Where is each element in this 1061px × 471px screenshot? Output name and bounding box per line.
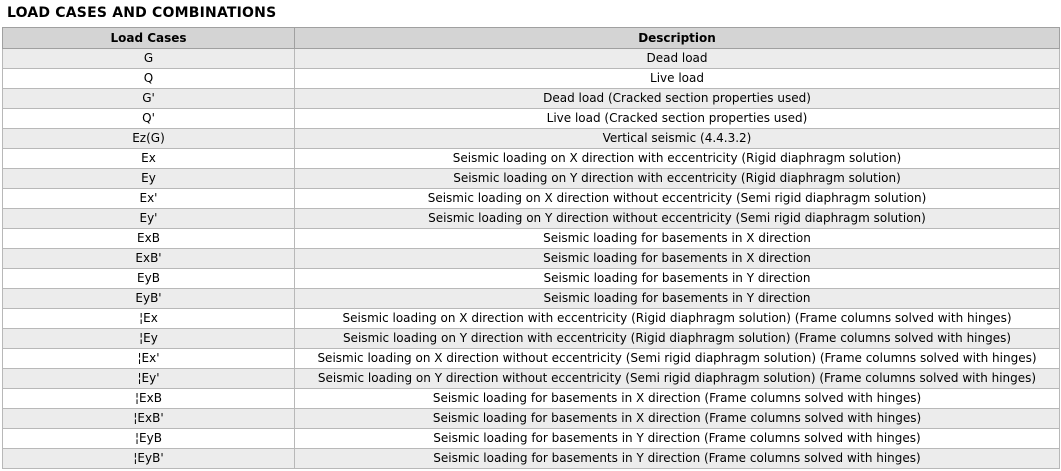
description-cell: Seismic loading on Y direction without eccentricity (Semi rigid diaphragm solution) (Frame columns solved with hinges) <box>295 369 1060 389</box>
description-cell: Seismic loading for basements in X direction (Frame columns solved with hinges) <box>295 389 1060 409</box>
description-cell: Seismic loading on Y direction with eccentricity (Rigid diaphragm solution) <box>295 169 1060 189</box>
table-row <box>3 369 1060 389</box>
load-case-cell: Ez(G) <box>3 129 295 149</box>
description-cell: Seismic loading on X direction with eccentricity (Rigid diaphragm solution) <box>295 149 1060 169</box>
load-case-cell: ¦Ey' <box>3 369 295 389</box>
load-case-cell: ¦ExB <box>3 389 295 409</box>
description-cell: Seismic loading on Y direction without eccentricity (Semi rigid diaphragm solution) <box>295 209 1060 229</box>
table-row <box>3 449 1060 469</box>
load-cases-table-container <box>2 27 1059 469</box>
table-row <box>3 129 1060 149</box>
load-case-cell: EyB <box>3 269 295 289</box>
load-case-cell: Ey' <box>3 209 295 229</box>
load-case-cell: ¦EyB' <box>3 449 295 469</box>
table-row <box>3 269 1060 289</box>
load-case-cell: ExB <box>3 229 295 249</box>
table-row <box>3 189 1060 209</box>
column-header-load-cases: Load Cases <box>3 28 295 49</box>
description-cell: Seismic loading for basements in Y direction (Frame columns solved with hinges) <box>295 429 1060 449</box>
table-row <box>3 149 1060 169</box>
table-row <box>3 69 1060 89</box>
load-case-cell: G' <box>3 89 295 109</box>
table-row <box>3 229 1060 249</box>
load-case-cell: Ey <box>3 169 295 189</box>
load-case-cell: ExB' <box>3 249 295 269</box>
load-case-cell: EyB' <box>3 289 295 309</box>
table-row <box>3 89 1060 109</box>
table-row <box>3 289 1060 309</box>
description-cell: Seismic loading for basements in X direction (Frame columns solved with hinges) <box>295 409 1060 429</box>
description-cell: Seismic loading for basements in Y direction <box>295 269 1060 289</box>
description-cell: Seismic loading for basements in X direction <box>295 229 1060 249</box>
load-case-cell: Ex <box>3 149 295 169</box>
table-row <box>3 249 1060 269</box>
load-case-cell: Q <box>3 69 295 89</box>
table-row <box>3 209 1060 229</box>
description-cell: Seismic loading on Y direction with eccentricity (Rigid diaphragm solution) (Frame columns solved with hinges) <box>295 329 1060 349</box>
description-cell: Dead load (Cracked section properties used) <box>295 89 1060 109</box>
load-case-cell: Ex' <box>3 189 295 209</box>
table-row <box>3 349 1060 369</box>
table-row <box>3 169 1060 189</box>
load-case-cell: ¦Ex <box>3 309 295 329</box>
load-case-cell: Q' <box>3 109 295 129</box>
load-case-cell: ¦EyB <box>3 429 295 449</box>
table-row <box>3 329 1060 349</box>
load-case-cell: ¦ExB' <box>3 409 295 429</box>
table-row <box>3 409 1060 429</box>
description-cell: Seismic loading for basements in Y direction <box>295 289 1060 309</box>
description-cell: Seismic loading for basements in X direction <box>295 249 1060 269</box>
description-cell: Dead load <box>295 49 1060 69</box>
description-cell: Seismic loading on X direction without eccentricity (Semi rigid diaphragm solution) <box>295 189 1060 209</box>
page-title: LOAD CASES AND COMBINATIONS <box>7 5 277 21</box>
table-header-row <box>3 28 1060 49</box>
table-body <box>3 49 1060 469</box>
table-row <box>3 49 1060 69</box>
description-cell: Live load (Cracked section properties used) <box>295 109 1060 129</box>
description-cell: Vertical seismic (4.4.3.2) <box>295 129 1060 149</box>
load-cases-table <box>2 27 1060 469</box>
column-header-description: Description <box>295 28 1060 49</box>
load-case-cell: ¦Ex' <box>3 349 295 369</box>
table-row <box>3 109 1060 129</box>
table-row <box>3 429 1060 449</box>
load-case-cell: ¦Ey <box>3 329 295 349</box>
table-row <box>3 309 1060 329</box>
table-row <box>3 389 1060 409</box>
load-case-cell: G <box>3 49 295 69</box>
description-cell: Seismic loading for basements in Y direction (Frame columns solved with hinges) <box>295 449 1060 469</box>
description-cell: Seismic loading on X direction with eccentricity (Rigid diaphragm solution) (Frame columns solved with hinges) <box>295 309 1060 329</box>
description-cell: Seismic loading on X direction without eccentricity (Semi rigid diaphragm solution) (Frame columns solved with hinges) <box>295 349 1060 369</box>
description-cell: Live load <box>295 69 1060 89</box>
